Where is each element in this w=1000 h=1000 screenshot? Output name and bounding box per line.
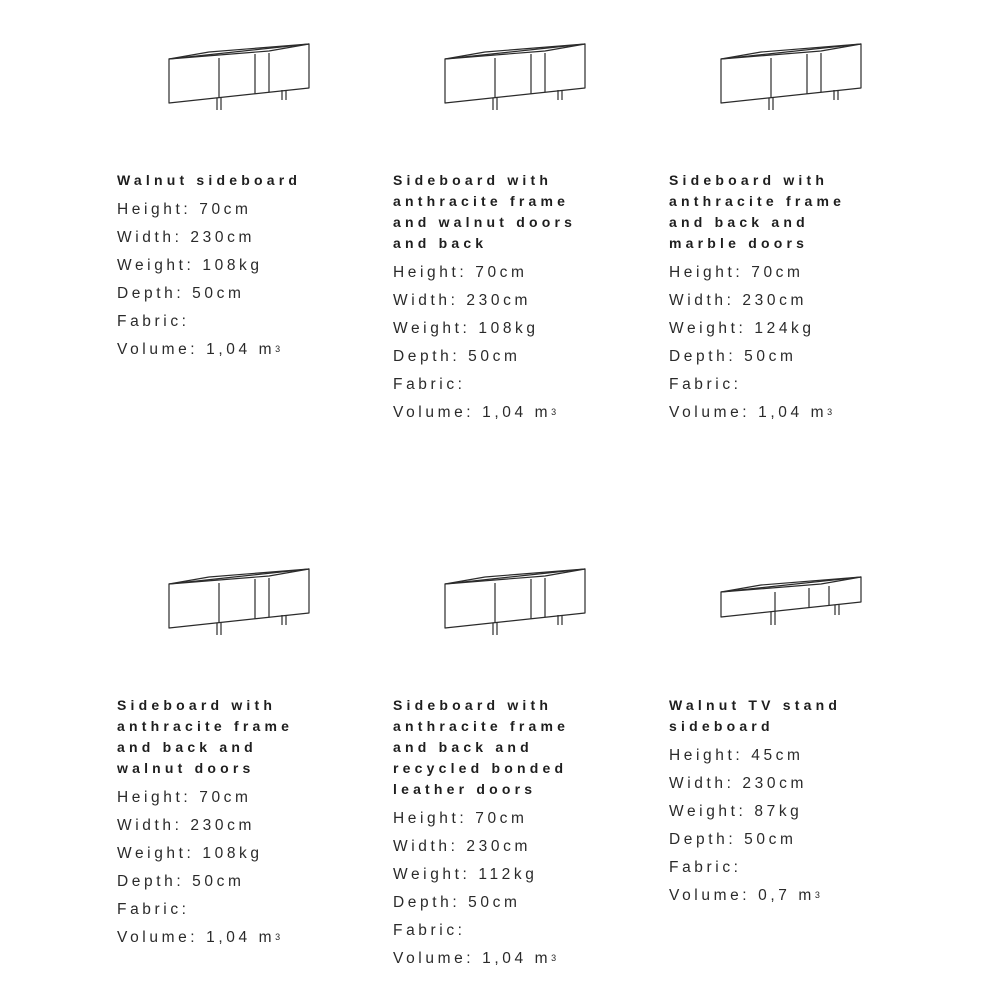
spec-fabric: Fabric: xyxy=(117,313,190,330)
spec-weight: Weight: 124kg xyxy=(669,320,815,337)
sideboard-illustration-icon xyxy=(157,559,327,649)
spec-list xyxy=(669,742,919,910)
spec-fabric: Fabric: xyxy=(669,859,742,876)
spec-height: Height: 70cm xyxy=(393,264,528,281)
spec-fabric: Fabric: xyxy=(393,922,466,939)
sideboard-illustration-icon xyxy=(433,559,603,649)
spec-width: Width: 230cm xyxy=(393,838,531,855)
spec-height: Height: 70cm xyxy=(117,201,252,218)
spec-weight: Weight: 108kg xyxy=(393,320,539,337)
sideboard-illustration-icon xyxy=(433,34,603,124)
spec-height: Height: 70cm xyxy=(117,789,252,806)
spec-width: Width: 230cm xyxy=(669,292,807,309)
spec-list xyxy=(117,784,367,952)
product-title: Sideboard with anthracite frame and back and walnut doors xyxy=(117,697,294,776)
spec-list xyxy=(393,259,643,427)
spec-volume: Volume: 1,04 $m^3$ xyxy=(393,950,557,967)
spec-depth: Depth: 50cm xyxy=(393,894,521,911)
spec-height: Height: 70cm xyxy=(393,810,528,827)
spec-weight: Weight: 87kg xyxy=(669,803,803,820)
product-title: Sideboard with anthracite frame and walnut doors and back xyxy=(393,172,577,251)
spec-height: Height: 70cm xyxy=(669,264,804,281)
spec-volume: Volume: 1,04 $m^3$ xyxy=(117,929,281,946)
tv-stand-illustration-icon xyxy=(709,559,879,649)
product-title: Walnut sideboard xyxy=(117,172,302,188)
spec-width: Width: 230cm xyxy=(669,775,807,792)
spec-fabric: Fabric: xyxy=(393,376,466,393)
spec-volume: Volume: 1,04 $m^3$ xyxy=(393,404,557,421)
product-title: Sideboard with anthracite frame and back and marble doors xyxy=(669,172,846,251)
spec-depth: Depth: 50cm xyxy=(669,348,797,365)
spec-volume: Volume: 0,7 $m^3$ xyxy=(669,887,820,904)
sideboard-illustration-icon xyxy=(709,34,879,124)
spec-list xyxy=(669,259,919,427)
spec-weight: Weight: 108kg xyxy=(117,257,263,274)
product-title: Sideboard with anthracite frame and back and recycled bonded leather doors xyxy=(393,697,570,797)
spec-depth: Depth: 50cm xyxy=(669,831,797,848)
spec-width: Width: 230cm xyxy=(117,229,255,246)
spec-fabric: Fabric: xyxy=(117,901,190,918)
spec-volume: Volume: 1,04 $m^3$ xyxy=(669,404,833,421)
spec-list xyxy=(393,805,643,973)
spec-list xyxy=(117,196,367,364)
spec-width: Width: 230cm xyxy=(117,817,255,834)
product-title: Walnut TV stand sideboard xyxy=(669,697,842,734)
spec-depth: Depth: 50cm xyxy=(393,348,521,365)
spec-depth: Depth: 50cm xyxy=(117,285,245,302)
spec-fabric: Fabric: xyxy=(669,376,742,393)
spec-volume: Volume: 1,04 $m^3$ xyxy=(117,341,281,358)
spec-weight: Weight: 112kg xyxy=(393,866,538,883)
spec-depth: Depth: 50cm xyxy=(117,873,245,890)
spec-height: Height: 45cm xyxy=(669,747,804,764)
spec-weight: Weight: 108kg xyxy=(117,845,263,862)
spec-width: Width: 230cm xyxy=(393,292,531,309)
sideboard-illustration-icon xyxy=(157,34,327,124)
